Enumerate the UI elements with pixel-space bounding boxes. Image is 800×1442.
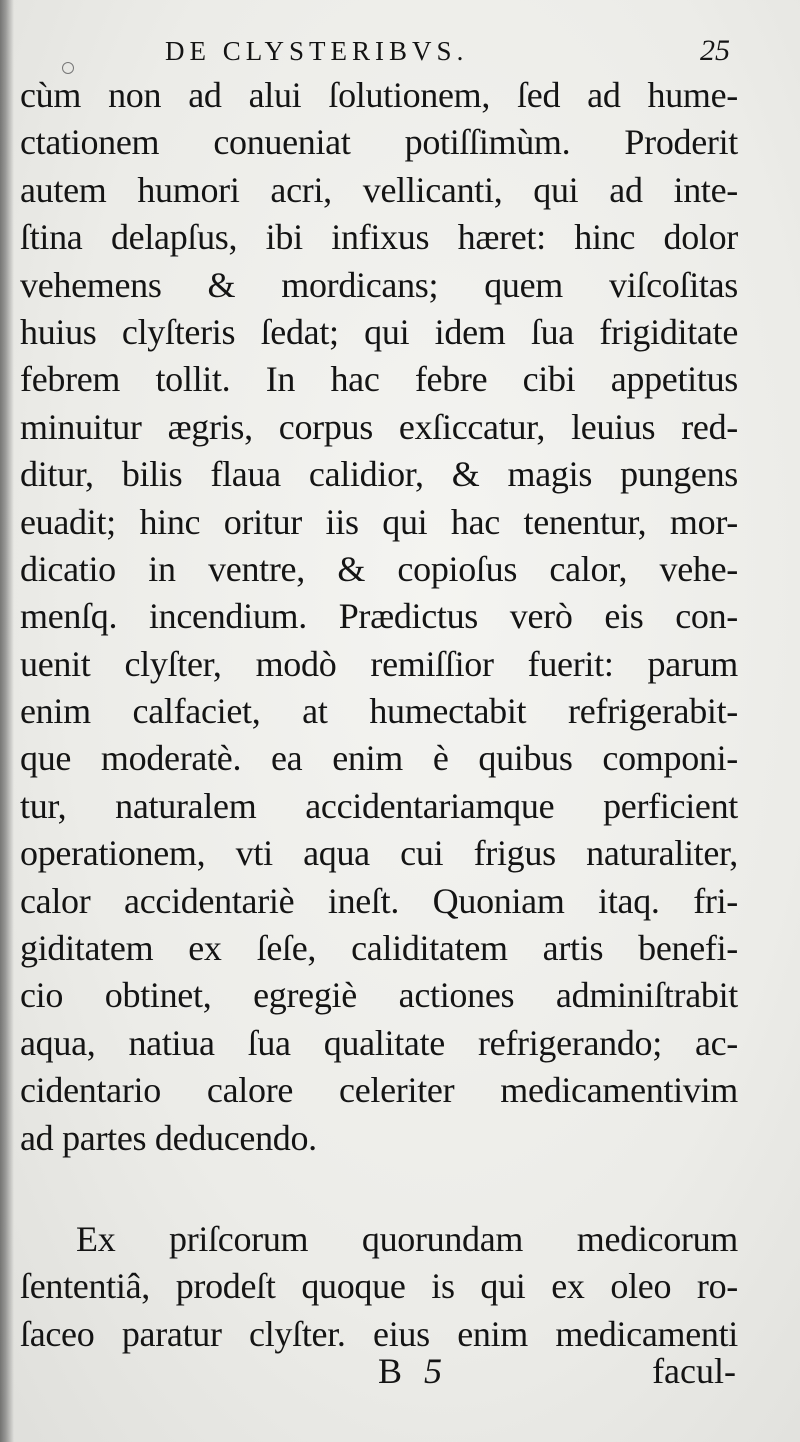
text-line: vehemens & mordicans; quem viſcoſitas [20, 264, 738, 305]
paragraph-gap [20, 1162, 738, 1216]
signature-number: 5 [424, 1351, 443, 1391]
text-line: huius clyſteris ſedat; qui idem ſua frigiditate [20, 311, 738, 352]
text-line: cùm non ad alui ſolutionem, ſed ad hume- [20, 75, 738, 115]
text-line: uenit clyſter, modò remiſſior fuerit: parum [20, 643, 738, 684]
text-line: dicatio in ventre, & copioſus calor, vehe- [20, 548, 738, 589]
text-line: menſq. incendium. Prædictus verò eis con- [20, 596, 738, 637]
text-line: giditatem ex ſeſe, caliditatem artis benefi- [20, 928, 738, 969]
text-line: minuitur ægris, corpus exſiccatur, leuius red- [20, 406, 738, 447]
text-line: ſententiâ, prodeſt quoque is qui ex oleo ro- [20, 1266, 738, 1307]
text-line: aqua, natiua ſua qualitate refrigerando; ac- [20, 1022, 738, 1063]
text-line: ad partes deducendo. [20, 1117, 317, 1158]
text-line: tur, naturalem accidentariamque perficient [20, 785, 738, 826]
catchword: facul- [652, 1351, 736, 1391]
text-line: calor accidentariè ineſt. Quoniam itaq. fri- [20, 880, 738, 921]
text-line: ſtina delapſus, ibi infixus hæret: hinc dolor [20, 217, 738, 258]
text-line: ctationem conueniat potiſſimùm. Proderit [20, 122, 738, 163]
text-line: febrem tollit. In hac febre cibi appetitus [20, 359, 738, 400]
text-line: operationem, vti aqua cui frigus naturaliter, [20, 833, 738, 874]
paragraph-1 [20, 72, 738, 1162]
text-line: cio obtinet, egregiè actiones adminiſtrabit [20, 975, 738, 1016]
text-line: autem humori acri, vellicanti, qui ad inte- [20, 169, 738, 210]
page-footer [20, 1350, 738, 1398]
page-number: 25 [700, 34, 730, 67]
running-head: DE CLYSTERIBVS. [165, 36, 469, 66]
text-line: enim calfaciet, at humectabit refrigerabit- [20, 691, 738, 732]
signature-letter: B [378, 1351, 403, 1391]
text-line: que moderatè. ea enim è quibus componi- [20, 738, 738, 779]
text-line: cidentario calore celeriter medicamentivim [20, 1070, 738, 1111]
text-line: Ex priſcorum quorundam medicorum [76, 1218, 738, 1259]
text-line: euadit; hinc oritur iis qui hac tenentur, mor- [20, 501, 738, 542]
main-text [20, 72, 738, 1358]
text-line: ditur, bilis flaua calidior, & magis pungens [20, 454, 738, 495]
signature-mark [378, 1350, 442, 1392]
paragraph-2 [20, 1216, 738, 1358]
text-line: ſaceo paratur clyſter. eius enim medicamenti [20, 1313, 738, 1354]
